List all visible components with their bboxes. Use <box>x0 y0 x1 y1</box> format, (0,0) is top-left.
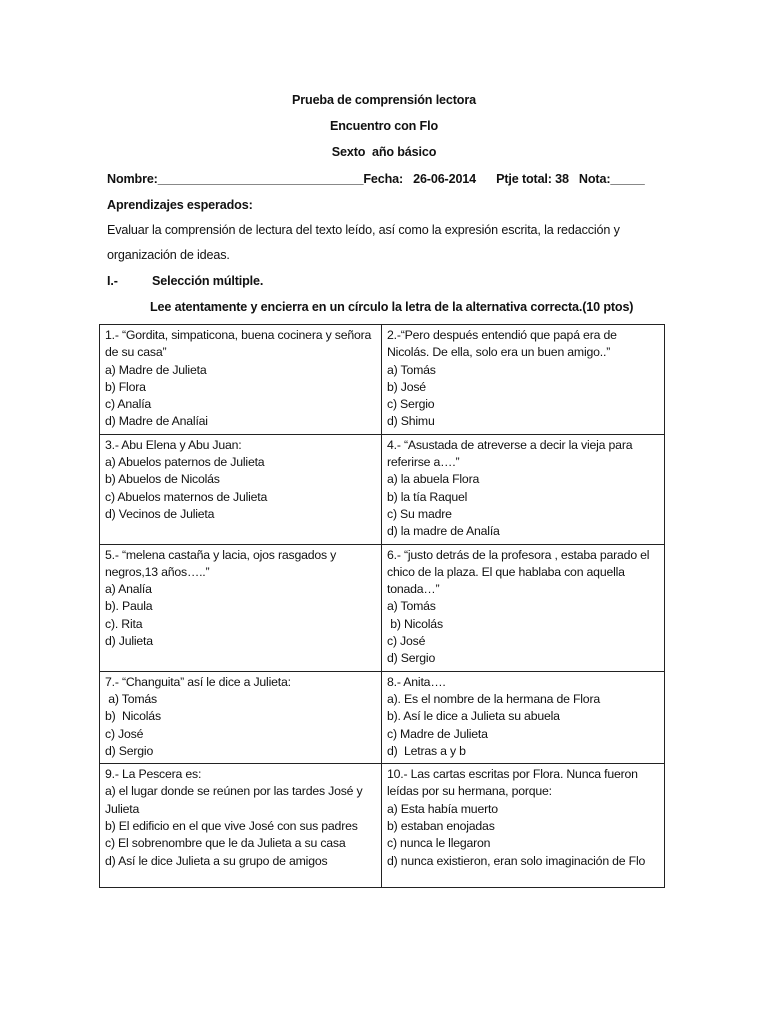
answer-option[interactable]: b) Nicolás <box>387 616 443 631</box>
answer-option[interactable]: d) Sergio <box>105 743 154 758</box>
answer-option[interactable]: b) la tía Raquel <box>387 489 468 504</box>
question-cell <box>382 325 665 435</box>
question-text: 7.- “Changuita” así le dice a Julieta: <box>105 674 291 689</box>
answer-option[interactable]: b) Abuelos de Nicolás <box>105 472 220 487</box>
objectives-text-line-1: Evaluar la comprensión de lectura del texto leído, así como la expresión escrita, la redacción y <box>107 223 620 237</box>
question-cell <box>100 544 382 671</box>
answer-option[interactable]: d) Vecinos de Julieta <box>105 506 215 521</box>
question-text: 4.- “Asustada de atreverse a decir la vieja para referirse a….” <box>387 437 633 470</box>
answer-option[interactable]: c) Analía <box>105 397 152 412</box>
answer-option[interactable]: d) Sergio <box>387 651 436 666</box>
answer-option[interactable]: c) El sobrenombre que le da Julieta a su casa <box>105 836 346 851</box>
question-cell <box>382 434 665 544</box>
answer-option[interactable]: d) Julieta <box>105 634 153 649</box>
answer-option[interactable]: c) José <box>387 634 426 649</box>
question-text: 5.- “melena castaña y lacia, ojos rasgados y negros,13 años…..” <box>105 547 337 579</box>
answer-option[interactable]: d) Madre de Analíai <box>105 414 208 429</box>
question-cell <box>100 764 382 888</box>
question-text: 2.-“Pero después entendió que papá era de Nicolás. De ella, solo era un buen amigo..” <box>387 328 617 360</box>
answer-option[interactable]: a) Tomás <box>387 362 436 377</box>
objectives-heading: Aprendizajes esperados: <box>107 198 253 212</box>
question-cell <box>100 671 382 763</box>
answer-option[interactable]: b) Nicolás <box>105 709 161 724</box>
question-cell <box>382 671 665 763</box>
answer-option[interactable]: d) Letras a y b <box>387 743 466 758</box>
answer-option[interactable]: b) Flora <box>105 379 146 394</box>
answer-option[interactable]: d) Shimu <box>387 414 435 429</box>
answer-option[interactable]: a) Esta había muerto <box>387 801 498 816</box>
answer-option[interactable]: c). Rita <box>105 616 143 631</box>
answer-option[interactable]: c) Madre de Julieta <box>387 726 488 741</box>
question-text: 3.- Abu Elena y Abu Juan: <box>105 437 242 452</box>
question-cell <box>382 544 665 671</box>
answer-option[interactable]: a) la abuela Flora <box>387 472 480 487</box>
section-number: I.- <box>107 274 118 288</box>
answer-option[interactable]: c) José <box>105 726 144 741</box>
student-info-line: Nombre:______________________________Fecha: 26-06-2014 Ptje total: 38 Nota:_____ <box>107 172 645 186</box>
answer-option[interactable]: a) Analía <box>105 582 152 597</box>
answer-option[interactable]: c) Su madre <box>387 506 452 521</box>
answer-option[interactable]: a). Es el nombre de la hermana de Flora <box>387 691 600 706</box>
answer-option[interactable]: a) el lugar donde se reúnen por las tardes José y Julieta <box>105 784 363 816</box>
question-text: 8.- Anita…. <box>387 674 446 689</box>
question-text: 6.- “justo detrás de la profesora , estaba parado el chico de la plaza. El que hablaba con aquella tonada…” <box>387 547 650 597</box>
objectives-text-line-2: organización de ideas. <box>107 248 230 262</box>
answer-option[interactable]: d) Así le dice Julieta a su grupo de amigos <box>105 853 328 868</box>
answer-option[interactable]: d) nunca existieron, eran solo imaginación de Flo <box>387 853 646 868</box>
question-text: 1.- “Gordita, simpaticona, buena cocinera y señora de su casa” <box>105 328 372 360</box>
answer-option[interactable]: a) Madre de Julieta <box>105 362 207 377</box>
section-title: Selección múltiple. <box>152 274 264 288</box>
answer-option[interactable]: c) Abuelos maternos de Julieta <box>105 489 268 504</box>
questions-table <box>99 324 665 888</box>
question-cell <box>100 434 382 544</box>
answer-option[interactable]: b) estaban enojadas <box>387 819 495 834</box>
answer-option[interactable]: a) Tomás <box>105 691 157 706</box>
answer-option[interactable]: c) Sergio <box>387 397 435 412</box>
table-row <box>100 544 665 671</box>
answer-option[interactable]: b) El edificio en el que vive José con sus padres <box>105 819 358 834</box>
table-row <box>100 764 665 888</box>
answer-option[interactable]: a) Tomás <box>387 599 436 614</box>
table-row <box>100 325 665 435</box>
worksheet-title: Prueba de comprensión lectora <box>292 93 476 107</box>
answer-option[interactable]: b). Así le dice a Julieta su abuela <box>387 709 560 724</box>
section-instruction: Lee atentamente y encierra en un círculo la letra de la alternativa correcta.(10 ptos) <box>150 300 634 314</box>
question-text: 10.- Las cartas escritas por Flora. Nunca fueron leídas por su hermana, porque: <box>387 767 638 799</box>
story-title: Encuentro con Flo <box>330 119 438 133</box>
grade-label: Sexto año básico <box>331 145 437 159</box>
answer-option[interactable]: b). Paula <box>105 599 153 614</box>
table-row <box>100 671 665 763</box>
question-text: 9.- La Pescera es: <box>105 767 202 782</box>
answer-option[interactable]: a) Abuelos paternos de Julieta <box>105 455 265 470</box>
question-cell <box>100 325 382 435</box>
answer-option[interactable]: d) la madre de Analía <box>387 524 500 539</box>
question-cell <box>382 764 665 888</box>
answer-option[interactable]: b) José <box>387 379 426 394</box>
answer-option[interactable]: c) nunca le llegaron <box>387 836 491 851</box>
table-row <box>100 434 665 544</box>
